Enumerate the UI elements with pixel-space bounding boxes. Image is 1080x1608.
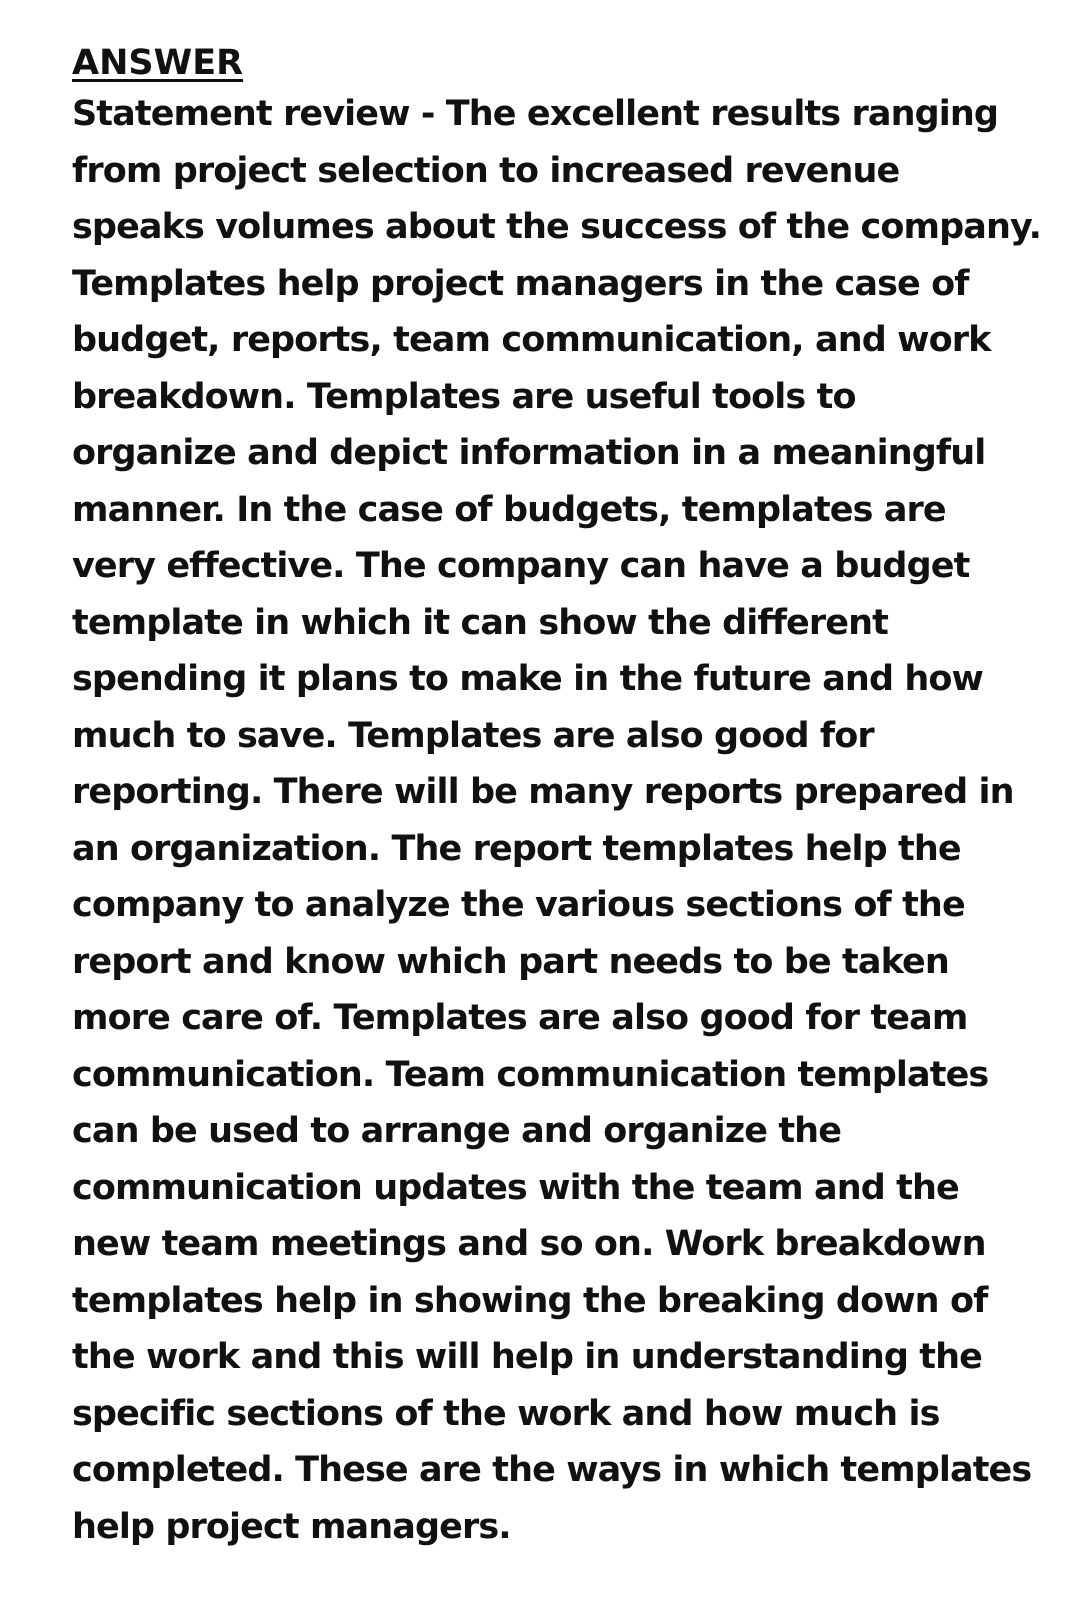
text-line: much to save. Templates are also good for	[72, 715, 874, 756]
text-line: from project selection to increased revenue	[72, 150, 900, 191]
text-line: more care of. Templates are also good for team	[72, 998, 968, 1038]
text-line: report and know which part needs to be taken	[72, 941, 949, 982]
text-line: speaks volumes about the success of the company.	[72, 207, 1042, 247]
text-line: template in which it can show the different	[72, 602, 888, 643]
text-line: the work and this will help in understanding the	[72, 1337, 982, 1377]
text-line: budget, reports, team communication, and work	[72, 320, 991, 360]
text-line: help project managers.	[72, 1506, 511, 1547]
text-line: completed. These are the ways in which templates	[72, 1450, 1032, 1490]
answer-body	[72, 86, 1042, 1555]
text-line: breakdown. Templates are useful tools to	[72, 376, 856, 417]
text-line: reporting. There will be many reports prepared in	[72, 772, 1014, 812]
text-line: Templates help project managers in the case of	[72, 263, 969, 304]
text-line: an organization. The report templates help the	[72, 828, 961, 869]
text-line: manner. In the case of budgets, templates are	[72, 489, 946, 530]
text-line: organize and depict information in a meaningful	[72, 433, 986, 473]
text-line: very effective. The company can have a budget	[72, 546, 970, 586]
answer-document	[72, 40, 1042, 1555]
text-line: specific sections of the work and how much is	[72, 1393, 940, 1434]
text-line: Statement review - The excellent results ranging	[72, 94, 999, 134]
text-line: can be used to arrange and organize the	[72, 1111, 842, 1151]
answer-heading: ANSWER	[72, 43, 244, 83]
text-line: communication updates with the team and the	[72, 1167, 959, 1208]
text-line: new team meetings and so on. Work breakdown	[72, 1224, 986, 1264]
text-line: templates help in showing the breaking down of	[72, 1280, 988, 1321]
text-line: spending it plans to make in the future and how	[72, 659, 983, 699]
text-line: company to analyze the various sections of the	[72, 885, 965, 925]
text-line: communication. Team communication templates	[72, 1054, 989, 1095]
